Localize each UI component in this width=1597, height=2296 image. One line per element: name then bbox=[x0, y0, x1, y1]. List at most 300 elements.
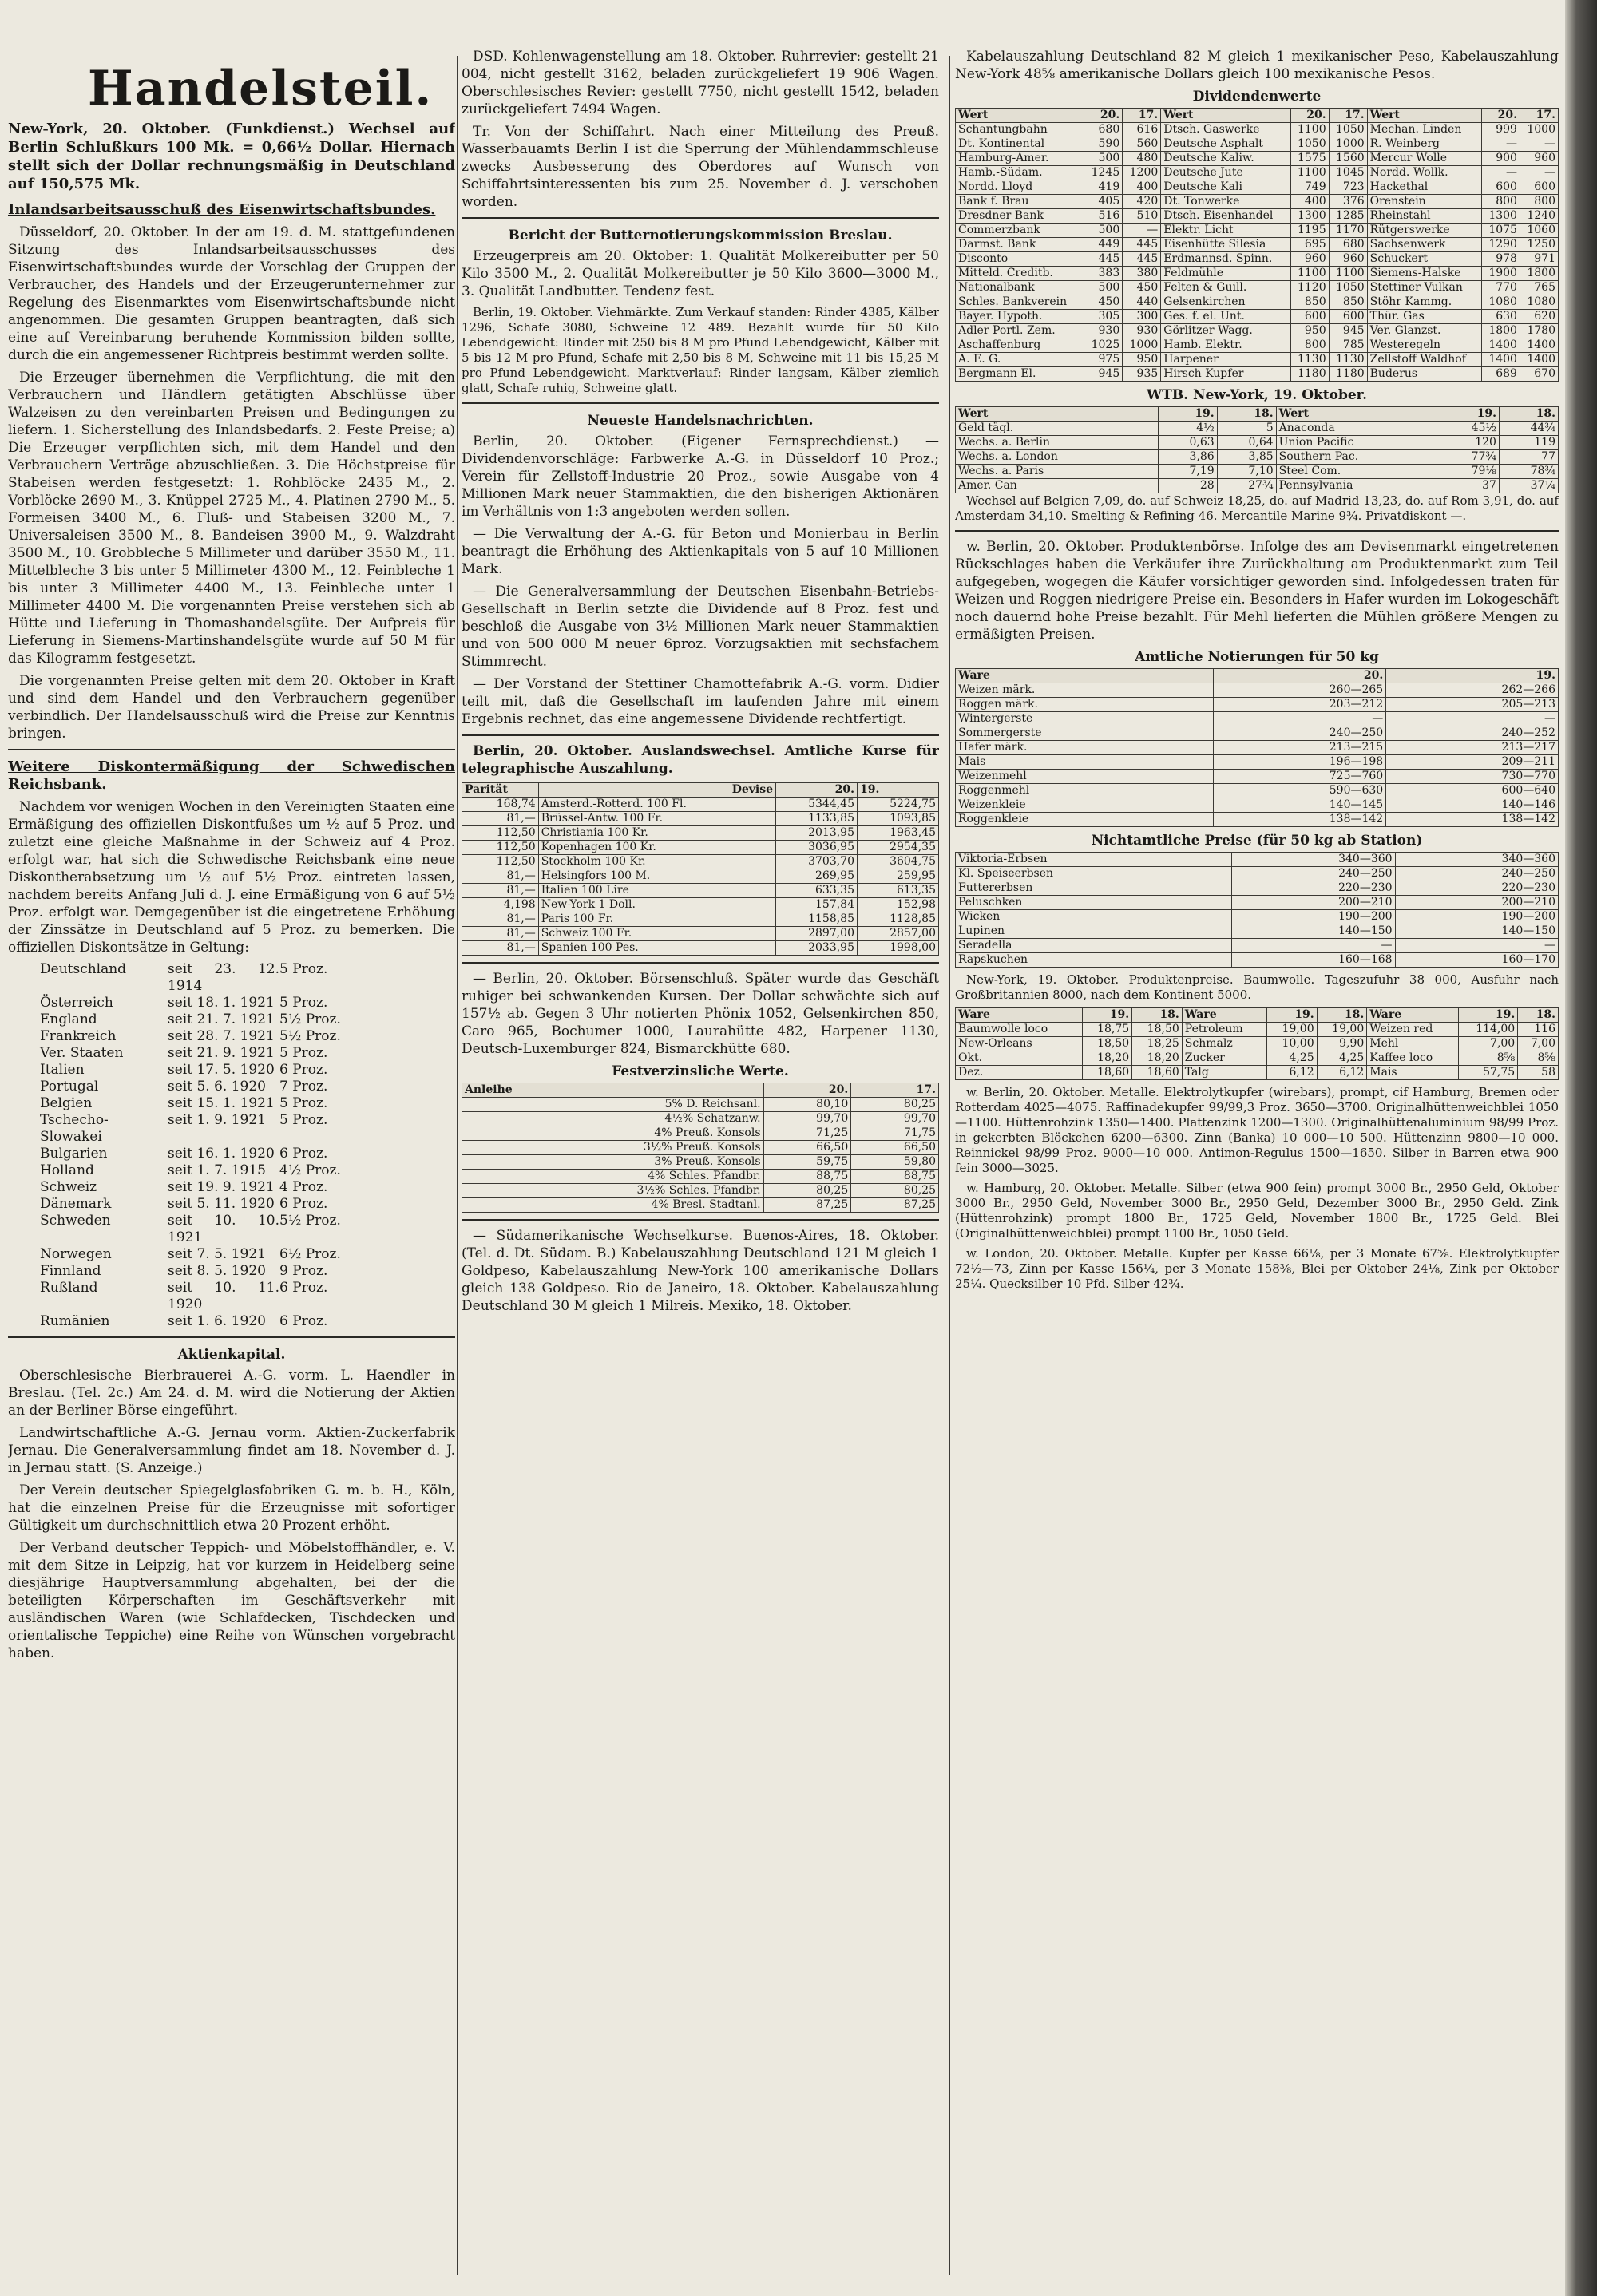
table-cell: 37 bbox=[1440, 479, 1499, 493]
table-cell: 930 bbox=[1084, 324, 1123, 338]
headline-auslandswechsel: Berlin, 20. Oktober. Auslandswechsel. Amtliche Kurse für telegraphische Auszahlung. bbox=[462, 743, 939, 777]
table-cell: 445 bbox=[1123, 252, 1161, 267]
table-cell: 1133,85 bbox=[776, 812, 858, 826]
table-cell: 240—252 bbox=[1386, 726, 1559, 741]
table-cell: Schles. Bankverein bbox=[956, 295, 1084, 310]
discount-cell: Finnland bbox=[40, 1263, 101, 1279]
table-cell: 1050 bbox=[1329, 123, 1367, 137]
table-row bbox=[956, 450, 1559, 465]
discount-cell: Portugal bbox=[40, 1079, 99, 1095]
table-cell: 116 bbox=[1518, 1023, 1559, 1037]
table-cell: 0,63 bbox=[1159, 436, 1218, 450]
table-cell: 1050 bbox=[1329, 281, 1367, 295]
table-header: 18. bbox=[1217, 407, 1276, 422]
table-row bbox=[462, 884, 939, 898]
table-cell: Schuckert bbox=[1367, 252, 1481, 267]
divider bbox=[462, 1219, 939, 1221]
table-cell: 500 bbox=[1084, 224, 1123, 238]
table-cell: 383 bbox=[1084, 267, 1123, 281]
table-cell: 1100 bbox=[1290, 123, 1329, 137]
table-cell: 7,00 bbox=[1458, 1037, 1517, 1051]
table-cell: 560 bbox=[1123, 137, 1161, 152]
paragraph: — Die Verwaltung der A.-G. für Beton und Monierbau in Berlin beantragt die Erhöhung des Aktienkapitals von 5 auf 10 Millionen Mark. bbox=[462, 526, 939, 577]
table-row bbox=[956, 698, 1559, 712]
table-cell: A. E. G. bbox=[956, 353, 1084, 367]
table-cell: 1158,85 bbox=[776, 912, 858, 927]
table-cell: 81,— bbox=[462, 941, 539, 956]
table-header: 17. bbox=[851, 1083, 939, 1098]
table-cell: New-York 1 Doll. bbox=[538, 898, 775, 912]
table-cell: 613,35 bbox=[858, 884, 939, 898]
table-row bbox=[956, 867, 1559, 881]
table-header: 20. bbox=[1290, 109, 1329, 123]
table-cell: New-Orleans bbox=[956, 1037, 1083, 1051]
table-cell: 7,00 bbox=[1518, 1037, 1559, 1051]
table-row bbox=[956, 465, 1559, 479]
discount-cell: 5 Proz. bbox=[279, 1095, 328, 1111]
table-header: Ware bbox=[1367, 1008, 1458, 1023]
table-row bbox=[956, 683, 1559, 698]
table-cell: 1050 bbox=[1290, 137, 1329, 152]
table-cell: 1800 bbox=[1481, 324, 1520, 338]
discount-cell: Norwegen bbox=[40, 1246, 112, 1262]
table-cell: Hirsch Kupfer bbox=[1161, 367, 1290, 382]
table-cell: 600 bbox=[1481, 180, 1520, 195]
table-cell: Seradella bbox=[956, 939, 1232, 953]
paragraph: — Der Vorstand der Stettiner Chamottefabrik A.-G. vorm. Didier teilt mit, daß die Gesellschaft im laufenden Jahre mit einem Ergebnis rechnet, das eine angemessene Dividende rechtfertigt. bbox=[462, 676, 939, 727]
table-cell: 850 bbox=[1329, 295, 1367, 310]
discount-row bbox=[8, 1313, 455, 1330]
paragraph: Berlin, 20. Oktober. (Eigener Fernsprechdienst.) — Dividendenvorschläge: Farbwerke A.-G. in Düsseldorf 10 Proz.; Verein für Zellstoff-Industrie 20 Proz., sowie Ausgabe von 4 Millionen Mark neuer Stammaktien, die den bisherigen Aktionären im Verhältnis von 1:3 angeboten werden sollen. bbox=[462, 433, 939, 520]
table-cell: 445 bbox=[1084, 252, 1123, 267]
table-cell: 71,75 bbox=[851, 1126, 939, 1141]
table-cell: 305 bbox=[1084, 310, 1123, 324]
table-cell: 259,95 bbox=[858, 869, 939, 884]
table-cell: 240—250 bbox=[1232, 867, 1395, 881]
table-header: 18. bbox=[1518, 1008, 1559, 1023]
table-row bbox=[956, 295, 1559, 310]
table-cell: Feldmühle bbox=[1161, 267, 1290, 281]
table-cell: 450 bbox=[1123, 281, 1161, 295]
table-cell: 80,10 bbox=[763, 1098, 851, 1112]
table-cell: Weizenmehl bbox=[956, 770, 1214, 784]
table-row bbox=[462, 1198, 939, 1213]
table-cell: 8⅝ bbox=[1458, 1051, 1517, 1066]
table-cell: 160—168 bbox=[1232, 953, 1395, 968]
discount-cell: Schweiz bbox=[40, 1179, 97, 1195]
discount-row bbox=[8, 1280, 455, 1313]
discount-row bbox=[8, 1179, 455, 1196]
table-cell: Southern Pac. bbox=[1276, 450, 1440, 465]
divider bbox=[955, 530, 1559, 532]
table-row bbox=[462, 1170, 939, 1184]
discount-cell: seit 1. 7. 1915 bbox=[168, 1162, 266, 1178]
divider bbox=[462, 734, 939, 736]
table-cell: Schmalz bbox=[1182, 1037, 1266, 1051]
table-cell: 633,35 bbox=[776, 884, 858, 898]
table-cell: Rheinstahl bbox=[1367, 209, 1481, 224]
table-cell: 975 bbox=[1084, 353, 1123, 367]
table-cell: 7,19 bbox=[1159, 465, 1218, 479]
table-cell: 140—145 bbox=[1214, 798, 1386, 813]
table-cell: 1800 bbox=[1520, 267, 1558, 281]
divider bbox=[462, 402, 939, 404]
table-cell: 18,20 bbox=[1082, 1051, 1132, 1066]
table-cell: 500 bbox=[1084, 152, 1123, 166]
table-header: 20. bbox=[1481, 109, 1520, 123]
table-cell: Harpener bbox=[1161, 353, 1290, 367]
table-cell: Görlitzer Wagg. bbox=[1161, 324, 1290, 338]
table-cell: 66,50 bbox=[763, 1141, 851, 1155]
table-cell: 152,98 bbox=[858, 898, 939, 912]
paragraph-viehmarkt: Berlin, 19. Oktober. Viehmärkte. Zum Verkauf standen: Rinder 4385, Kälber 1296, Schafe 3080, Schweine 12 489. Bezahlt wurde für 50 Kilo Lebendgewicht: Rinder mit 250 bis 8 M pro Pfund Lebendgewicht, Kälber mit 5 bis 12 M pro Pfund, Schafe mit 2,50 bis 8 M, Schweine mit 11 bis 15,25 M pro Pfund Lebendgewicht. Marktverlauf: Rinder langsam, Kälber ziemlich glatt, Schafe ruhig, Schweine glatt. bbox=[462, 305, 939, 395]
table-cell: 18,20 bbox=[1132, 1051, 1183, 1066]
table-cell: Darmst. Bank bbox=[956, 238, 1084, 252]
table-row bbox=[956, 755, 1559, 770]
discount-cell: seit 15. 1. 1921 bbox=[168, 1095, 275, 1111]
table-cell: 3½% Preuß. Konsols bbox=[462, 1141, 764, 1155]
discount-cell: 5½ Proz. bbox=[279, 1213, 341, 1229]
table-cell: 723 bbox=[1329, 180, 1367, 195]
table-cell: Roggen märk. bbox=[956, 698, 1214, 712]
table-cell: 1075 bbox=[1481, 224, 1520, 238]
table-cell: 81,— bbox=[462, 869, 539, 884]
table-row bbox=[956, 238, 1559, 252]
table-cell: 590 bbox=[1084, 137, 1123, 152]
table-cell: 18,75 bbox=[1082, 1023, 1132, 1037]
table-row bbox=[956, 924, 1559, 939]
column-rule bbox=[457, 56, 458, 2275]
table-cell: 140—146 bbox=[1386, 798, 1559, 813]
table-cell: 765 bbox=[1520, 281, 1558, 295]
table-cell: 77¾ bbox=[1440, 450, 1499, 465]
table-cell: Commerzbank bbox=[956, 224, 1084, 238]
table-cell: 800 bbox=[1481, 195, 1520, 209]
table-cell: — bbox=[1395, 939, 1558, 953]
discount-cell: seit 28. 7. 1921 bbox=[168, 1028, 275, 1044]
bonds-table bbox=[462, 1083, 939, 1213]
paragraph-suedamerika: — Südamerikanische Wechselkurse. Buenos-Aires, 18. Oktober. (Tel. d. Dt. Südam. B.) Kabelauszahlung Deutschland 121 M gleich 1 Goldpeso, Kabelauszahlung New-York 100 amerikanische Dollars gleich 138 Goldpeso. Rio de Janeiro, 18. Oktober. Kabelauszahlung Deutschland 30 M gleich 1 Milreis. Mexiko, 18. Oktober. bbox=[462, 1228, 939, 1314]
table-cell: 1195 bbox=[1290, 224, 1329, 238]
discount-cell: seit 1. 6. 1920 bbox=[168, 1313, 266, 1329]
table-cell: Wechs. a. London bbox=[956, 450, 1159, 465]
table-header: 17. bbox=[1520, 109, 1558, 123]
table-cell: 620 bbox=[1520, 310, 1558, 324]
table-header: Wert bbox=[956, 109, 1084, 123]
table-cell: Kaffee loco bbox=[1367, 1051, 1458, 1066]
table-cell: Deutsche Kali bbox=[1161, 180, 1290, 195]
table-row bbox=[956, 1066, 1559, 1080]
table-cell: 59,75 bbox=[763, 1155, 851, 1170]
divider bbox=[8, 1336, 455, 1338]
table-cell: 6,12 bbox=[1267, 1066, 1318, 1080]
table-cell: Roggenmehl bbox=[956, 784, 1214, 798]
table-row bbox=[462, 1112, 939, 1126]
table-cell: 4% Preuß. Konsols bbox=[462, 1126, 764, 1141]
table-cell: 419 bbox=[1084, 180, 1123, 195]
table-row bbox=[956, 338, 1559, 353]
table-cell: Felten & Guill. bbox=[1161, 281, 1290, 295]
table-cell: 950 bbox=[1123, 353, 1161, 367]
table-row bbox=[462, 1098, 939, 1112]
paragraph-boersenschluss: — Berlin, 20. Oktober. Börsenschluß. Später wurde das Geschäft ruhiger bei schwankenden Kursen. Der Dollar schwächte sich auf 157½ ab. Gegen 3 Uhr notierten Phönix 1052, Gelsenkirchen 850, Caro 965, Bochumer 1000, Laurahütte 482, Harpener 1130, Deutsch-Luxemburger 824, Bismarckhütte 680. bbox=[462, 971, 939, 1057]
table-cell: 19,00 bbox=[1317, 1023, 1367, 1037]
paragraph: Wechsel auf Belgien 7,09, do. auf Schweiz 18,25, do. auf Madrid 13,23, do. auf Rom 3,91, do. auf Amsterdam 34,10. Smelting & Refining 46. Mercantile Marine 9¾. Privatdiskont —. bbox=[955, 493, 1559, 523]
table-header: Ware bbox=[956, 669, 1214, 683]
table-cell: 978 bbox=[1481, 252, 1520, 267]
discount-cell: Ver. Staaten bbox=[40, 1045, 124, 1061]
headline-diskont: Weitere Diskontermäßigung der Schwedischen Reichsbank. bbox=[8, 758, 455, 793]
table-cell: 168,74 bbox=[462, 798, 539, 812]
table-cell: 340—360 bbox=[1395, 853, 1558, 867]
table-cell: 600 bbox=[1290, 310, 1329, 324]
discount-row bbox=[8, 1196, 455, 1213]
discount-cell: Bulgarien bbox=[40, 1146, 108, 1162]
devisen-table bbox=[462, 782, 939, 956]
divider bbox=[8, 749, 455, 750]
table-cell: Dresdner Bank bbox=[956, 209, 1084, 224]
table-cell: 1300 bbox=[1481, 209, 1520, 224]
table-row bbox=[956, 137, 1559, 152]
table-cell: 5344,45 bbox=[776, 798, 858, 812]
paragraph: Der Verband deutscher Teppich- und Möbelstoffhändler, e. V. mit dem Sitze in Leipzig, hat vor kurzem in Heidelberg seine diesjährige Hauptversammlung abgehalten, bei der die beteiligten Körperschaften im Geschäftsverkehr mit ausländischen Waren (wie Schlafdecken, Tischdecken und orientalische Teppiche) eine Reihe von Wünschen vorgebracht haben. bbox=[8, 1540, 455, 1661]
table-cell: 138—142 bbox=[1214, 813, 1386, 827]
table-cell: 27¾ bbox=[1217, 479, 1276, 493]
table-cell: 4% Schles. Pfandbr. bbox=[462, 1170, 764, 1184]
table-cell: 260—265 bbox=[1214, 683, 1386, 698]
table-row bbox=[462, 826, 939, 841]
table-cell: 680 bbox=[1329, 238, 1367, 252]
table-cell: 88,75 bbox=[851, 1170, 939, 1184]
table-cell: 140—150 bbox=[1232, 924, 1395, 939]
table-cell: 81,— bbox=[462, 812, 539, 826]
table-cell: 800 bbox=[1290, 338, 1329, 353]
table-cell: 9,90 bbox=[1317, 1037, 1367, 1051]
table-cell: 2033,95 bbox=[776, 941, 858, 956]
table-cell: 213—217 bbox=[1386, 741, 1559, 755]
table-cell: 1780 bbox=[1520, 324, 1558, 338]
table-cell: Paris 100 Fr. bbox=[538, 912, 775, 927]
discount-cell: seit 5. 6. 1920 bbox=[168, 1079, 266, 1095]
table-header: 19. bbox=[1159, 407, 1218, 422]
discount-cell: 5 Proz. bbox=[279, 961, 328, 977]
table-header: 20. bbox=[776, 783, 858, 798]
table-cell: 749 bbox=[1290, 180, 1329, 195]
table-cell: Christiania 100 Kr. bbox=[538, 826, 775, 841]
table-cell: Rütgerswerke bbox=[1367, 224, 1481, 238]
table-cell: 1170 bbox=[1329, 224, 1367, 238]
table-cell: 4,25 bbox=[1317, 1051, 1367, 1066]
table-cell: 2897,00 bbox=[776, 927, 858, 941]
table-row bbox=[956, 896, 1559, 910]
table-cell: 1200 bbox=[1123, 166, 1161, 180]
table-cell: Rapskuchen bbox=[956, 953, 1232, 968]
table-cell: 785 bbox=[1329, 338, 1367, 353]
table-cell: 44¾ bbox=[1499, 422, 1558, 436]
table-cell: 500 bbox=[1084, 281, 1123, 295]
table-cell: Erdmannsd. Spinn. bbox=[1161, 252, 1290, 267]
table-cell: 87,25 bbox=[851, 1198, 939, 1213]
table-cell: 850 bbox=[1290, 295, 1329, 310]
table-cell: 0,64 bbox=[1217, 436, 1276, 450]
discount-row bbox=[8, 1112, 455, 1146]
table-row bbox=[956, 209, 1559, 224]
discount-row bbox=[8, 961, 455, 995]
table-cell: 203—212 bbox=[1214, 698, 1386, 712]
table-cell: Hackethal bbox=[1367, 180, 1481, 195]
table-cell: 18,60 bbox=[1082, 1066, 1132, 1080]
discount-cell: seit 21. 7. 1921 bbox=[168, 1011, 275, 1027]
table-cell: Ver. Glanzst. bbox=[1367, 324, 1481, 338]
table-cell: Deutsche Kaliw. bbox=[1161, 152, 1290, 166]
table-cell: 930 bbox=[1123, 324, 1161, 338]
table-header: Ware bbox=[956, 1008, 1083, 1023]
headline-nichtamtliche: Nichtamtliche Preise (für 50 kg ab Station) bbox=[1091, 833, 1423, 849]
table-cell: 300 bbox=[1123, 310, 1161, 324]
nonofficial-table bbox=[955, 852, 1559, 968]
table-cell: Helsingfors 100 M. bbox=[538, 869, 775, 884]
table-cell: Anaconda bbox=[1276, 422, 1440, 436]
table-cell: 59,80 bbox=[851, 1155, 939, 1170]
paragraph: Nachdem vor wenigen Wochen in den Vereinigten Staaten eine Ermäßigung des offiziellen Diskontfußes um ½ auf 5 Proz. und zuletzt eine gleiche Maßnahme in der Schweiz auf 4 Proz. erfolgt war, hat sich die Schwedische Reichsbank eine neue Diskontherabsetzung um ½ auf 5½ Proz. eintreten lassen, nachdem bereits Anfang Juli d. J. eine Ermäßigung von 6 auf 5½ Proz. erfolgt war. Demgegenüber ist die eingetretene Erhöhung der Zinssätze in Deutschland auf 5 Proz. zu bemerken. Die offiziellen Diskontsätze in Geltung: bbox=[8, 799, 455, 956]
table-cell: 200—210 bbox=[1395, 896, 1558, 910]
table-cell: Stöhr Kammg. bbox=[1367, 295, 1481, 310]
table-cell: Roggenkleie bbox=[956, 813, 1214, 827]
headline-newyork: WTB. New-York, 19. Oktober. bbox=[1147, 387, 1367, 403]
table-cell: Westeregeln bbox=[1367, 338, 1481, 353]
table-cell: 80,25 bbox=[851, 1098, 939, 1112]
discount-cell: seit 7. 5. 1921 bbox=[168, 1246, 266, 1262]
table-cell: Hamb. Elektr. bbox=[1161, 338, 1290, 353]
discount-row bbox=[8, 1079, 455, 1095]
table-cell: 516 bbox=[1084, 209, 1123, 224]
table-row bbox=[956, 224, 1559, 238]
table-cell: 88,75 bbox=[763, 1170, 851, 1184]
table-row bbox=[462, 1126, 939, 1141]
table-cell: — bbox=[1232, 939, 1395, 953]
table-row bbox=[956, 910, 1559, 924]
table-cell: 400 bbox=[1123, 180, 1161, 195]
table-cell: Nationalbank bbox=[956, 281, 1084, 295]
table-cell: Italien 100 Lire bbox=[538, 884, 775, 898]
table-cell: 480 bbox=[1123, 152, 1161, 166]
table-cell: 87,25 bbox=[763, 1198, 851, 1213]
table-cell: 79⅛ bbox=[1440, 465, 1499, 479]
table-row bbox=[956, 1023, 1559, 1037]
table-cell: 1560 bbox=[1329, 152, 1367, 166]
table-cell: 380 bbox=[1123, 267, 1161, 281]
paragraph: — Die Generalversammlung der Deutschen Eisenbahn-Betriebs-Gesellschaft in Berlin setzte die Dividende auf 8 Proz. fest und beschloß die Ausgabe von 3½ Millionen Mark neuer Stammaktien und von 500 000 M neuer 6proz. Vorzugsaktien mit sechsfachem Stimmrecht. bbox=[462, 584, 939, 670]
discount-cell: seit 23. 12. 1914 bbox=[168, 961, 279, 994]
table-row bbox=[956, 195, 1559, 209]
table-cell: Weizen red bbox=[1367, 1023, 1458, 1037]
table-row bbox=[956, 813, 1559, 827]
table-cell: Weizenkleie bbox=[956, 798, 1214, 813]
discount-cell: 5 Proz. bbox=[279, 995, 328, 1011]
table-cell: 269,95 bbox=[776, 869, 858, 884]
table-cell: 3,86 bbox=[1159, 450, 1218, 465]
table-cell: Mechan. Linden bbox=[1367, 123, 1481, 137]
table-row bbox=[956, 741, 1559, 755]
discount-cell: seit 19. 9. 1921 bbox=[168, 1179, 275, 1195]
table-cell: 18,25 bbox=[1132, 1037, 1183, 1051]
table-cell: Hamburg-Amer. bbox=[956, 152, 1084, 166]
table-header: Devise bbox=[538, 783, 775, 798]
column-middle bbox=[462, 48, 939, 2283]
table-cell: Dt. Kontinental bbox=[956, 137, 1084, 152]
table-cell: 45½ bbox=[1440, 422, 1499, 436]
table-cell: 1093,85 bbox=[858, 812, 939, 826]
paragraph-baumwolle: New-York, 19. Oktober. Produktenpreise. Baumwolle. Tageszufuhr 38 000, Ausfuhr nach Großbritannien 8000, nach dem Kontinent 5000. bbox=[955, 972, 1559, 1002]
table-cell: 1998,00 bbox=[858, 941, 939, 956]
table-cell: 5 bbox=[1217, 422, 1276, 436]
table-cell: 1130 bbox=[1290, 353, 1329, 367]
table-row bbox=[956, 324, 1559, 338]
table-cell: 1045 bbox=[1329, 166, 1367, 180]
table-cell: — bbox=[1481, 166, 1520, 180]
table-cell: Schantungbahn bbox=[956, 123, 1084, 137]
table-cell: Mehl bbox=[1367, 1037, 1458, 1051]
table-cell: Petroleum bbox=[1182, 1023, 1266, 1037]
table-cell: 4½ bbox=[1159, 422, 1218, 436]
paragraph: Kabelauszahlung Deutschland 82 M gleich 1 mexikanischer Peso, Kabelauszahlung New-York 48⅝ amerikanische Dollars gleich 100 mexikanische Pesos. bbox=[955, 49, 1559, 82]
table-cell: 5224,75 bbox=[858, 798, 939, 812]
table-cell: 205—213 bbox=[1386, 698, 1559, 712]
table-row bbox=[956, 281, 1559, 295]
table-cell: 58 bbox=[1518, 1066, 1559, 1080]
table-cell: 81,— bbox=[462, 884, 539, 898]
table-header: 20. bbox=[1214, 669, 1386, 683]
table-cell: 80,25 bbox=[763, 1184, 851, 1198]
discount-cell: Schweden bbox=[40, 1213, 111, 1229]
table-cell: 18,60 bbox=[1132, 1066, 1183, 1080]
table-cell: 1080 bbox=[1520, 295, 1558, 310]
table-cell: 420 bbox=[1123, 195, 1161, 209]
discount-cell: seit 17. 5. 1920 bbox=[168, 1062, 275, 1078]
table-row bbox=[956, 1037, 1559, 1051]
table-cell: Mitteld. Creditb. bbox=[956, 267, 1084, 281]
table-header: 19. bbox=[1440, 407, 1499, 422]
table-cell: 1300 bbox=[1290, 209, 1329, 224]
discount-row bbox=[8, 1246, 455, 1263]
table-cell: Geld tägl. bbox=[956, 422, 1159, 436]
table-cell: Pennsylvania bbox=[1276, 479, 1440, 493]
discount-cell: Rußland bbox=[40, 1280, 98, 1296]
table-cell: 960 bbox=[1290, 252, 1329, 267]
table-cell: Thür. Gas bbox=[1367, 310, 1481, 324]
table-cell: 935 bbox=[1123, 367, 1161, 382]
table-header: Wert bbox=[1367, 109, 1481, 123]
discount-cell: 5 Proz. bbox=[279, 1045, 328, 1061]
table-cell: Okt. bbox=[956, 1051, 1083, 1066]
table-cell: 119 bbox=[1499, 436, 1558, 450]
table-cell: 3036,95 bbox=[776, 841, 858, 855]
table-row bbox=[956, 310, 1559, 324]
discount-cell: Deutschland bbox=[40, 961, 127, 977]
table-cell: 590—630 bbox=[1214, 784, 1386, 798]
table-cell: Union Pacific bbox=[1276, 436, 1440, 450]
table-row bbox=[462, 1184, 939, 1198]
table-cell: 340—360 bbox=[1232, 853, 1395, 867]
discount-row bbox=[8, 1263, 455, 1280]
table-cell: Bank f. Brau bbox=[956, 195, 1084, 209]
table-cell: 670 bbox=[1520, 367, 1558, 382]
table-cell: 262—266 bbox=[1386, 683, 1559, 698]
table-cell: 18,50 bbox=[1132, 1023, 1183, 1037]
discount-row bbox=[8, 1162, 455, 1179]
table-header: 19. bbox=[1082, 1008, 1132, 1023]
table-cell: 725—760 bbox=[1214, 770, 1386, 784]
